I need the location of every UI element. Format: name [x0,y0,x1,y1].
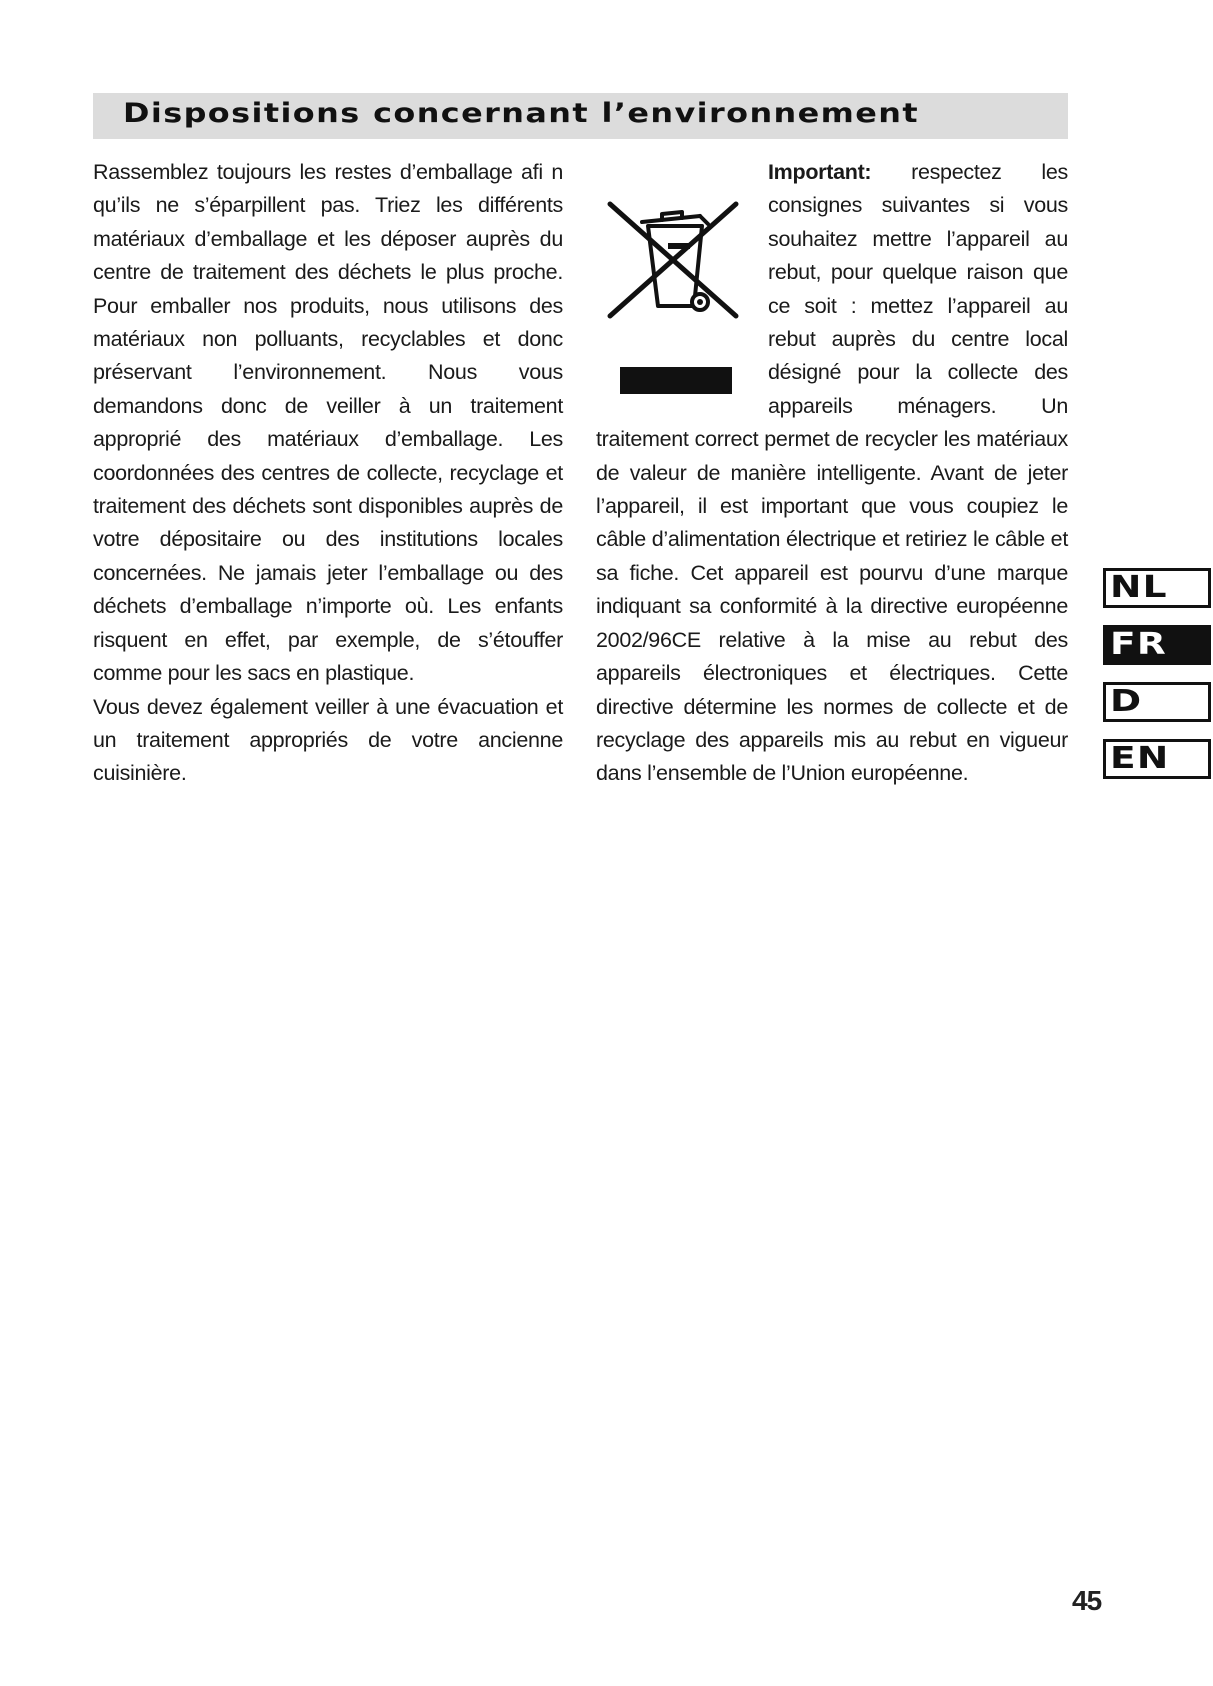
language-tab-label: EN [1110,741,1170,776]
language-tab-label: D [1110,684,1143,719]
section-title: Dispositions concernant l’environnement [123,98,920,129]
language-tab-en[interactable] [1103,739,1211,779]
weee-black-bar [620,367,732,394]
left-paragraph-2: Vous devez également veiller à une évacuation et un traitement appropriés de votre ancienne cuisinière. [93,694,563,786]
important-label: Important: [768,160,872,184]
left-column [93,156,563,791]
section-header-bar [93,93,1068,139]
language-tab-nl[interactable] [1103,568,1211,608]
left-paragraph-1: Rassemblez toujours les restes d’emballage afi n qu’ils ne s’éparpillent pas. Triez les différents matériaux d’emballage et les déposer auprès du centre de traitement des déchets le plus proche. Pour emballer nos produits, nous utilisons des matériaux non polluants, recyclables et donc préservant l’environnement. Nous vous demandons donc de veiller à un traitement approprié des matériaux d’emballage. Les coordonnées des centres de collecte, recyclage et traitement des déchets sont disponibles auprès de votre dépositaire ou des institutions locales concernées. Ne jamais jeter l’emballage ou des déchets d’emballage n’importe où. Les enfants risquent en effet, par exemple, de s’étouffer comme pour les sacs en plastique. [93,160,563,686]
right-paragraph-text: respectez les consignes suivantes si vous souhaitez mettre l’appareil au rebut, pour quelque raison que ce soit : mettez l’appareil au rebut auprès du centre local désigné pour la collecte des appareils ménagers. Un traitement correct permet de recycler les matériaux de valeur de manière intelligente. Avant de jeter l’appareil, il est important que vous coupiez le câble d’alimentation électrique et retiriez le câble et sa fiche. Cet appareil est pourvu d’une marque indiquant sa conformité à la directive européenne 2002/96CE relative à la mise au rebut des appareils électroniques et électriques. Cette directive détermine les normes de collecte et de recyclage des appareils mis au rebut en vigueur dans l’ensemble de l’Union européenne. [596,160,1068,786]
crossed-out-wheelie-bin-icon [596,194,746,324]
right-column [596,156,1068,791]
language-tab-label: FR [1110,627,1167,662]
weee-symbol-figure [596,156,768,392]
language-tabs [1103,568,1207,796]
language-tab-fr[interactable] [1103,625,1211,665]
language-tab-label: NL [1110,570,1168,605]
language-tab-d[interactable] [1103,682,1211,722]
page-number: 45 [1072,1585,1102,1616]
